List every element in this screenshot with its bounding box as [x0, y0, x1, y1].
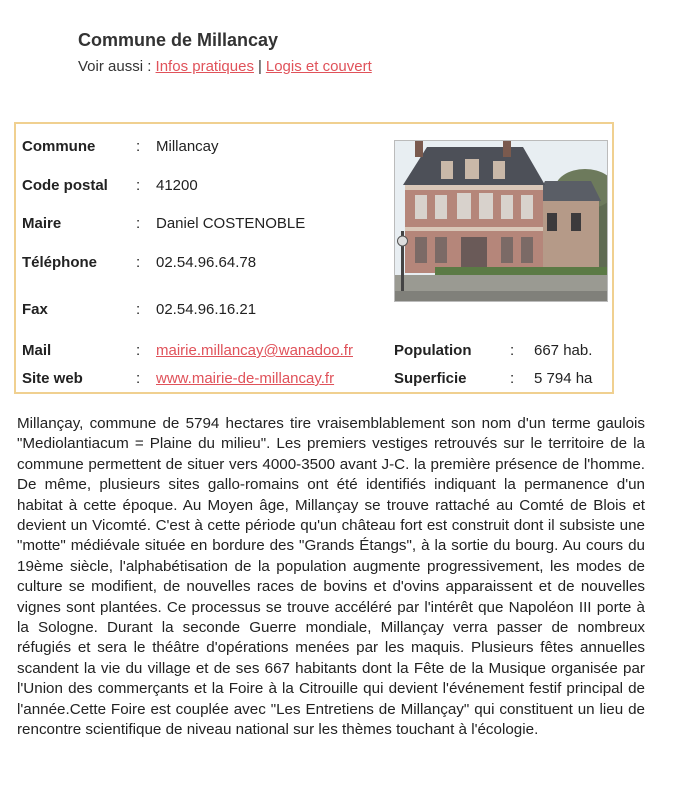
mail-link[interactable]: mairie.millancay@wanadoo.fr [156, 342, 353, 359]
population-value: 667 hab. [534, 342, 593, 359]
superficie-colon: : [510, 370, 515, 387]
commune-description: Millançay, commune de 5794 hectares tire vraisemblablement son nom d'un terme gaulois "Mediolantiacum = Plaine du milieu". Les premiers vestiges retrouvés sur le territoire de la commune permettent de situer vers 4000-3500 avant J-C. la première présence de l'homme. De même, plusieurs sites gallo-romains ont été identifiés indiquant la permanence d'un habitat à cette époque. Au Moyen âge, Millançay se trouve rattaché au Comté de Blois et devient un Vicomté. C'est à cette période qu'un château fort est construit dont il subsiste une "motte" médiévale située en bordure des "Grands Étangs", à la sortie du bourg. Au cours du 19ème siècle, l'alphabétisation de la population augmente progressivement, les modes de culture se modifient, de nouvelles races de bovins et d'ovins apparaissent et de nouvelles vignes sont plantées. Ce processus se trouve accéléré par l'intérêt que Napoléon III porte à la Sologne. Durant la seconde Guerre mondiale, Millançay verra passer de nombreux réfugiés et sera le théâtre d'opérations menées par les maquis. Plusieurs fêtes annuelles scandent la vie du village et de ses 667 habitants dont la Fête de la Musique organisée par l'Union des commerçants et la Foire à la Citrouille qui devient l'événement festif principal de l'année.Cette Foire est couplée avec "Les Entretiens de Millançay" qui constituent un lieu de rencontre scientifique de niveau national sur les thèmes touchant à l'écologie. [17, 415, 645, 739]
town-hall-photo [394, 140, 608, 302]
page-title: Commune de Millancay [78, 30, 279, 50]
code-postal-label: Code postal [22, 177, 108, 194]
fax-colon: : [136, 301, 141, 318]
site-web-colon: : [136, 370, 141, 387]
link-logis-et-couvert[interactable]: Logis et couvert [265, 58, 372, 75]
fax-label: Fax [22, 301, 48, 318]
mail-label: Mail [22, 342, 52, 359]
commune-value: Millancay [156, 138, 219, 155]
mail-value-wrap [156, 342, 353, 359]
mail-colon: : [136, 342, 141, 359]
telephone-value: 02.54.96.64.78 [156, 254, 257, 271]
see-also-bar [78, 58, 372, 75]
link-infos-pratiques[interactable]: Infos pratiques [155, 58, 254, 75]
maire-value: Daniel COSTENOBLE [156, 215, 306, 232]
commune-info-box [14, 122, 614, 394]
site-web-label: Site web [22, 370, 83, 387]
population-colon: : [510, 342, 515, 359]
code-postal-colon: : [136, 177, 141, 194]
code-postal-value: 41200 [156, 177, 198, 194]
maire-colon: : [136, 215, 141, 232]
town-hall-illustration [395, 141, 607, 301]
commune-label: Commune [22, 138, 96, 155]
site-web-value-wrap [156, 370, 334, 387]
link-separator: | [257, 58, 262, 75]
fax-value: 02.54.96.16.21 [156, 301, 257, 318]
commune-colon: : [136, 138, 141, 155]
site-web-link[interactable]: www.mairie-de-millancay.fr [156, 370, 335, 387]
see-also-label: Voir aussi : [78, 58, 152, 75]
telephone-colon: : [136, 254, 141, 271]
maire-label: Maire [22, 215, 62, 232]
superficie-value: 5 794 ha [534, 370, 593, 387]
superficie-label: Superficie [394, 370, 467, 387]
population-label: Population [394, 342, 472, 359]
telephone-label: Téléphone [22, 254, 98, 271]
